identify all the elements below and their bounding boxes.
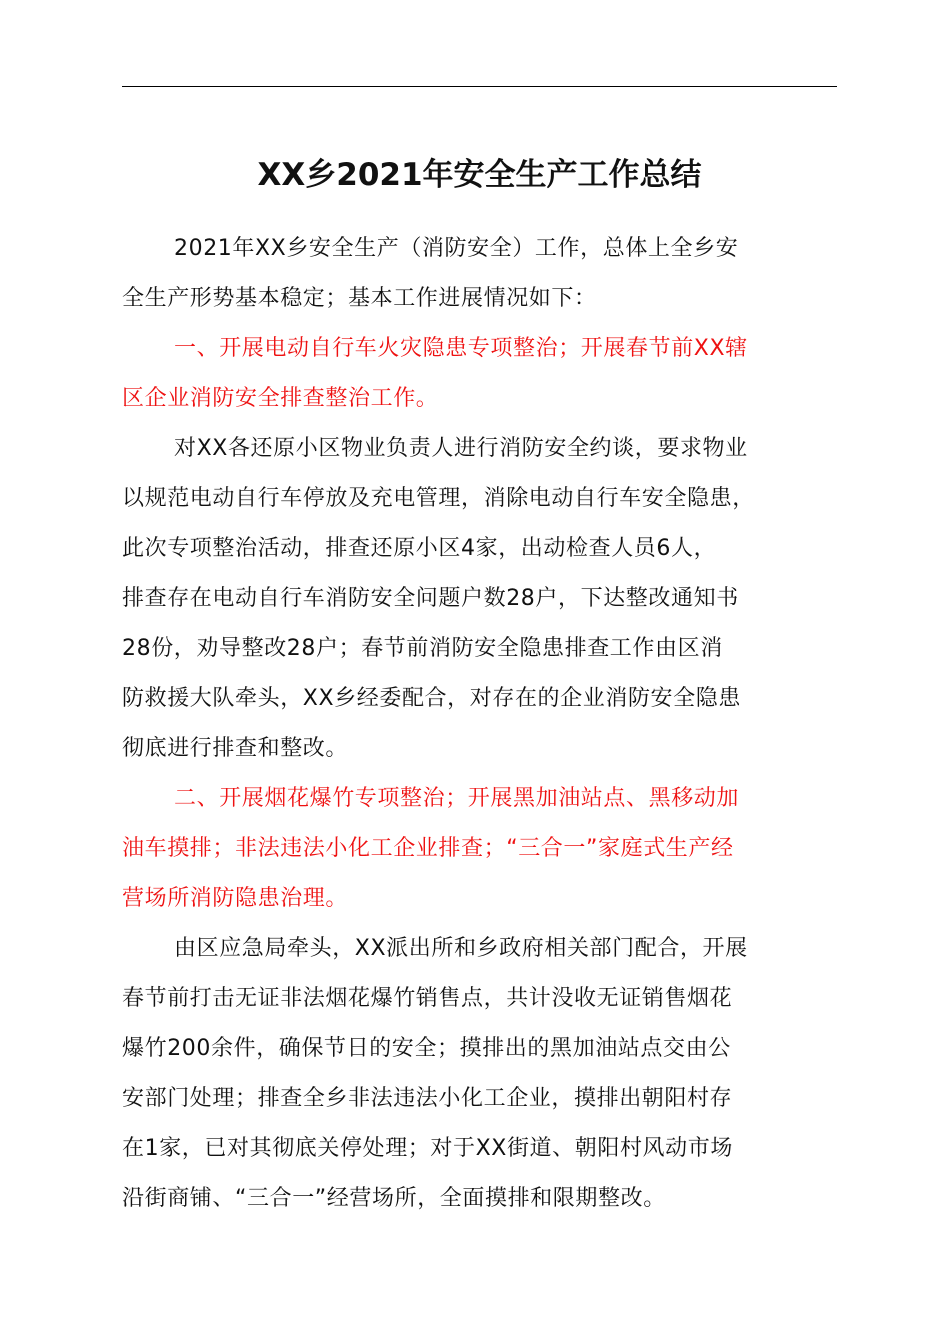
paragraph-line: 爆竹200余件，确保节日的安全；摸排出的黑加油站点交由公 — [122, 1036, 731, 1061]
paragraph-line: 全生产形势基本稳定；基本工作进展情况如下： — [122, 286, 597, 311]
paragraph-section-2 — [122, 924, 862, 1224]
section-heading-1 — [122, 324, 862, 424]
paragraph-intro — [122, 224, 862, 324]
paragraph-line: 由区应急局牵头，XX派出所和乡政府相关部门配合，开展 — [174, 936, 748, 961]
paragraph-line: 在1家，已对其彻底关停处理；对于XX街道、朝阳村风动市场 — [122, 1136, 733, 1161]
paragraph-line: 排查存在电动自行车消防安全问题户数28户，下达整改通知书 — [122, 586, 739, 611]
paragraph-line: 28份，劝导整改28户；春节前消防安全隐患排查工作由区消 — [122, 636, 723, 661]
heading-line: 区企业消防安全排查整治工作。 — [122, 386, 439, 411]
heading-line: 二、开展烟花爆竹专项整治；开展黑加油站点、黑移动加 — [174, 786, 740, 811]
paragraph-line: 防救援大队牵头，XX乡经委配合，对存在的企业消防安全隐患 — [122, 686, 741, 711]
paragraph-line: 沿街商铺、“三合一”经营场所，全面摸排和限期整改。 — [122, 1186, 666, 1211]
heading-line: 营场所消防隐患治理。 — [122, 886, 349, 911]
paragraph-line: 安部门处理；排查全乡非法违法小化工企业，摸排出朝阳村存 — [122, 1086, 733, 1111]
paragraph-section-1 — [122, 424, 862, 774]
heading-line: 一、开展电动自行车火灾隐患专项整治；开展春节前XX辖 — [174, 336, 748, 361]
heading-line: 油车摸排；非法违法小化工企业排查；“三合一”家庭式生产经 — [122, 836, 734, 861]
section-heading-2 — [122, 774, 862, 924]
header-rule — [122, 86, 837, 87]
document-body — [122, 224, 862, 1224]
document-title: XX乡2021年安全生产工作总结 — [257, 157, 702, 193]
paragraph-line: 彻底进行排查和整改。 — [122, 736, 349, 761]
paragraph-line: 2021年XX乡安全生产（消防安全）工作，总体上全乡安 — [174, 236, 739, 261]
paragraph-line: 以规范电动自行车停放及充电管理，消除电动自行车安全隐患， — [122, 486, 755, 511]
paragraph-line: 春节前打击无证非法烟花爆竹销售点，共计没收无证销售烟花 — [122, 986, 733, 1011]
paragraph-line: 对XX各还原小区物业负责人进行消防安全约谈，要求物业 — [174, 436, 748, 461]
paragraph-line: 此次专项整治活动，排查还原小区4家，出动检查人员6人， — [122, 536, 717, 561]
